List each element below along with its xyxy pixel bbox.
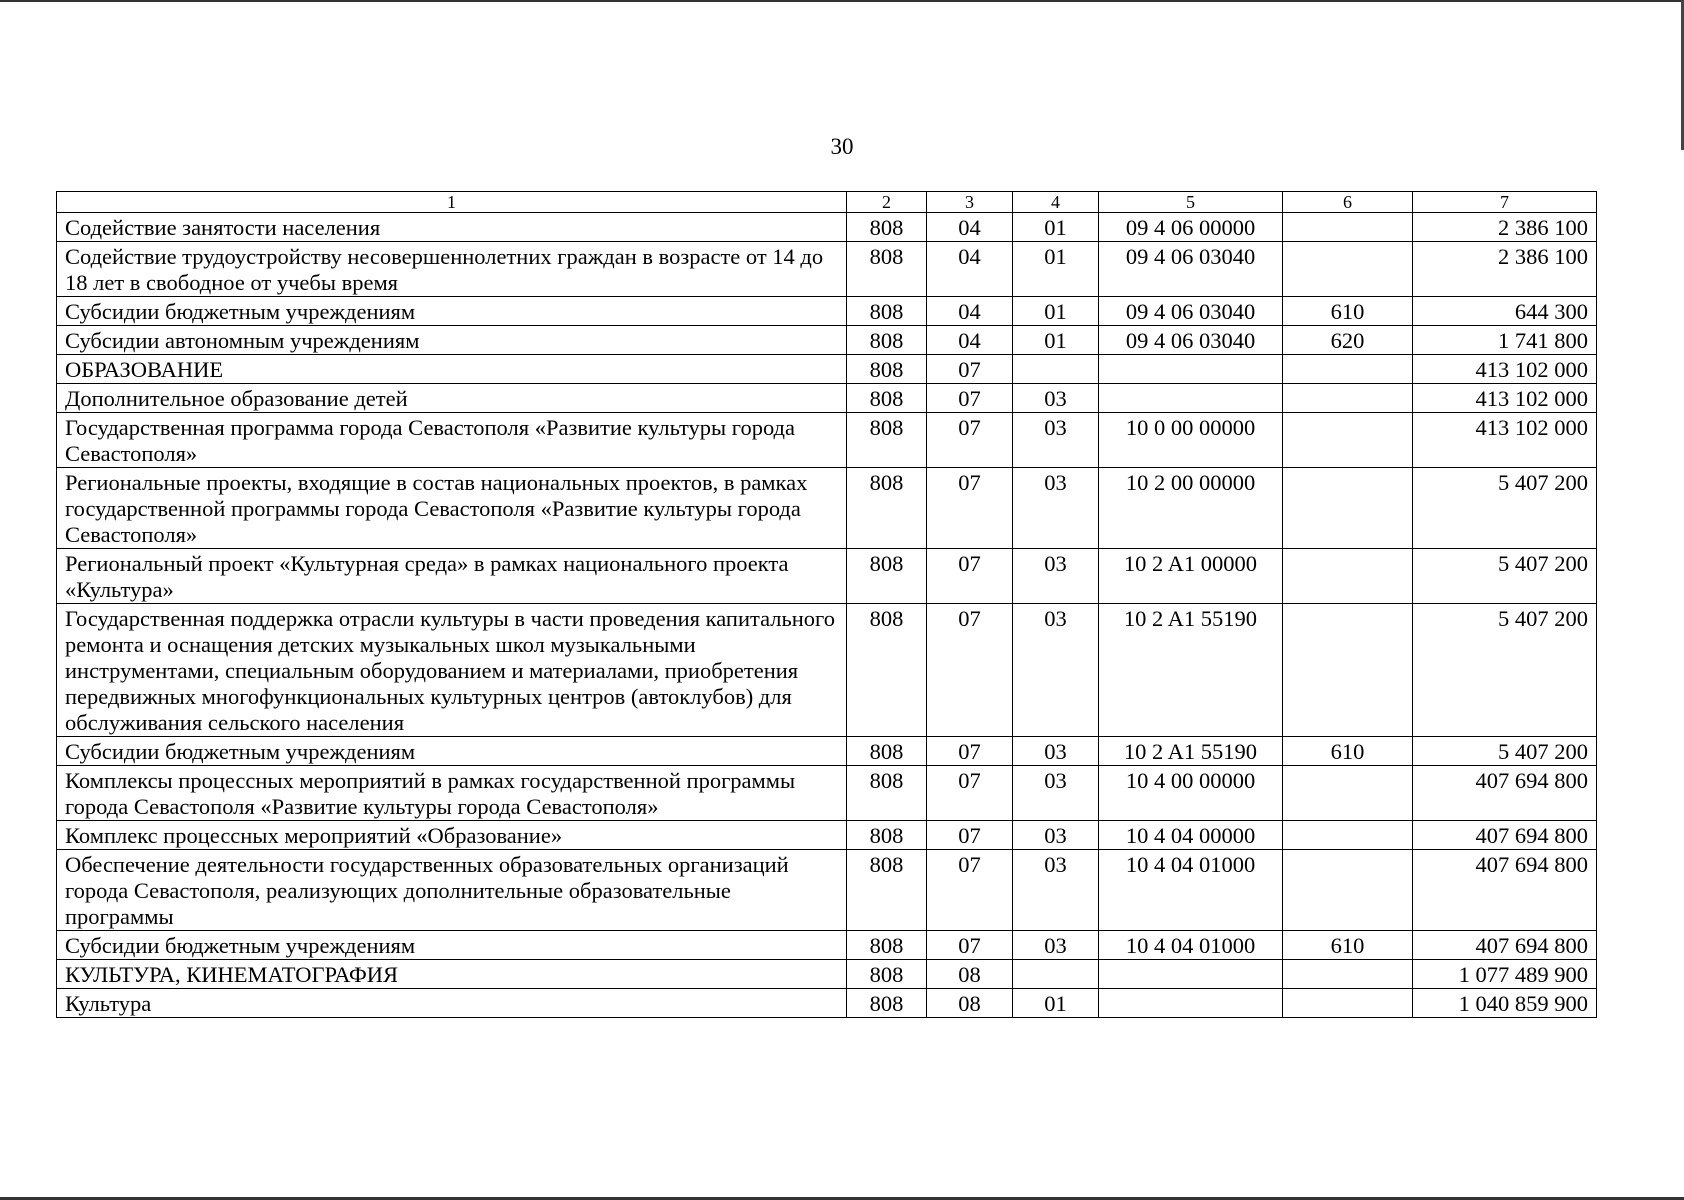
row-amount: 5 407 200 (1413, 604, 1597, 737)
column-header: 7 (1413, 192, 1597, 213)
table-row (57, 297, 1597, 326)
row-expense-type (1283, 604, 1413, 737)
row-name: Региональные проекты, входящие в состав национальных проектов, в рамках государственной программы города Севастополя «Развитие культуры города Севастополя» (57, 468, 847, 549)
row-ministry-code: 808 (847, 413, 927, 468)
row-expense-type (1283, 384, 1413, 413)
row-ministry-code: 808 (847, 549, 927, 604)
row-section-code: 04 (927, 297, 1013, 326)
row-amount: 413 102 000 (1413, 355, 1597, 384)
row-expense-type (1283, 355, 1413, 384)
row-target-code: 10 2 00 00000 (1099, 468, 1283, 549)
row-name: Субсидии бюджетным учреждениям (57, 297, 847, 326)
row-amount: 407 694 800 (1413, 821, 1597, 850)
row-subsection-code: 03 (1013, 931, 1099, 960)
table-row (57, 242, 1597, 297)
row-name: Государственная программа города Севастополя «Развитие культуры города Севастополя» (57, 413, 847, 468)
row-name: ОБРАЗОВАНИЕ (57, 355, 847, 384)
row-section-code: 07 (927, 384, 1013, 413)
row-amount: 5 407 200 (1413, 549, 1597, 604)
row-target-code: 10 4 04 00000 (1099, 821, 1283, 850)
row-subsection-code: 03 (1013, 850, 1099, 931)
row-target-code: 10 2 A1 00000 (1099, 549, 1283, 604)
row-subsection-code: 03 (1013, 413, 1099, 468)
row-target-code (1099, 384, 1283, 413)
row-section-code: 07 (927, 850, 1013, 931)
row-subsection-code: 03 (1013, 604, 1099, 737)
row-name: Содействие трудоустройству несовершеннолетних граждан в возрасте от 14 до 18 лет в свободное от учебы время (57, 242, 847, 297)
row-ministry-code: 808 (847, 989, 927, 1018)
row-target-code: 09 4 06 03040 (1099, 242, 1283, 297)
row-subsection-code (1013, 960, 1099, 989)
row-section-code: 07 (927, 355, 1013, 384)
row-amount: 1 077 489 900 (1413, 960, 1597, 989)
row-section-code: 07 (927, 931, 1013, 960)
row-name: Комплексы процессных мероприятий в рамках государственной программы города Севастополя «Развитие культуры города Севастополя» (57, 766, 847, 821)
column-header: 1 (57, 192, 847, 213)
row-section-code: 07 (927, 821, 1013, 850)
row-ministry-code: 808 (847, 737, 927, 766)
row-name: Содействие занятости населения (57, 213, 847, 242)
table-row (57, 413, 1597, 468)
row-subsection-code: 03 (1013, 766, 1099, 821)
row-ministry-code: 808 (847, 821, 927, 850)
scan-edge-top (0, 0, 1684, 2)
row-section-code: 04 (927, 326, 1013, 355)
row-subsection-code: 03 (1013, 468, 1099, 549)
row-expense-type (1283, 413, 1413, 468)
row-target-code: 10 4 04 01000 (1099, 931, 1283, 960)
column-header: 5 (1099, 192, 1283, 213)
row-amount: 407 694 800 (1413, 931, 1597, 960)
column-header: 2 (847, 192, 927, 213)
row-expense-type (1283, 549, 1413, 604)
row-amount: 1 040 859 900 (1413, 989, 1597, 1018)
row-amount: 5 407 200 (1413, 737, 1597, 766)
row-amount: 1 741 800 (1413, 326, 1597, 355)
row-name: Комплекс процессных мероприятий «Образование» (57, 821, 847, 850)
row-expense-type (1283, 242, 1413, 297)
row-subsection-code (1013, 355, 1099, 384)
row-amount: 413 102 000 (1413, 413, 1597, 468)
table-row (57, 737, 1597, 766)
row-amount: 407 694 800 (1413, 766, 1597, 821)
row-amount: 2 386 100 (1413, 213, 1597, 242)
row-amount: 407 694 800 (1413, 850, 1597, 931)
table-row (57, 604, 1597, 737)
row-name: Обеспечение деятельности государственных образовательных организаций города Севастополя, реализующих дополнительные образовательные программы (57, 850, 847, 931)
row-target-code (1099, 355, 1283, 384)
table-row (57, 326, 1597, 355)
column-header: 4 (1013, 192, 1099, 213)
row-subsection-code: 03 (1013, 737, 1099, 766)
row-ministry-code: 808 (847, 960, 927, 989)
row-ministry-code: 808 (847, 604, 927, 737)
row-expense-type: 610 (1283, 297, 1413, 326)
row-expense-type (1283, 989, 1413, 1018)
row-subsection-code: 03 (1013, 821, 1099, 850)
row-subsection-code: 01 (1013, 213, 1099, 242)
row-target-code: 10 4 04 01000 (1099, 850, 1283, 931)
row-target-code: 10 0 00 00000 (1099, 413, 1283, 468)
row-section-code: 08 (927, 960, 1013, 989)
row-section-code: 04 (927, 242, 1013, 297)
row-amount: 5 407 200 (1413, 468, 1597, 549)
row-target-code: 10 2 A1 55190 (1099, 737, 1283, 766)
table-row (57, 549, 1597, 604)
row-ministry-code: 808 (847, 766, 927, 821)
row-ministry-code: 808 (847, 850, 927, 931)
table-header-row (57, 192, 1597, 213)
row-amount: 644 300 (1413, 297, 1597, 326)
row-section-code: 07 (927, 413, 1013, 468)
table-row (57, 384, 1597, 413)
table-row (57, 355, 1597, 384)
row-section-code: 04 (927, 213, 1013, 242)
row-ministry-code: 808 (847, 468, 927, 549)
table-row (57, 989, 1597, 1018)
row-target-code (1099, 989, 1283, 1018)
row-name: Субсидии автономным учреждениям (57, 326, 847, 355)
row-section-code: 07 (927, 549, 1013, 604)
row-amount: 413 102 000 (1413, 384, 1597, 413)
page-number: 30 (830, 134, 854, 159)
row-subsection-code: 01 (1013, 297, 1099, 326)
row-ministry-code: 808 (847, 931, 927, 960)
row-name: Дополнительное образование детей (57, 384, 847, 413)
table-row (57, 468, 1597, 549)
row-name: Субсидии бюджетным учреждениям (57, 737, 847, 766)
row-subsection-code: 01 (1013, 242, 1099, 297)
row-name: Региональный проект «Культурная среда» в рамках национального проекта «Культура» (57, 549, 847, 604)
row-section-code: 07 (927, 604, 1013, 737)
row-ministry-code: 808 (847, 326, 927, 355)
row-section-code: 07 (927, 468, 1013, 549)
column-header: 6 (1283, 192, 1413, 213)
row-name: Субсидии бюджетным учреждениям (57, 931, 847, 960)
row-section-code: 07 (927, 766, 1013, 821)
row-ministry-code: 808 (847, 297, 927, 326)
row-target-code (1099, 960, 1283, 989)
table-row (57, 850, 1597, 931)
row-ministry-code: 808 (847, 355, 927, 384)
row-subsection-code: 01 (1013, 326, 1099, 355)
row-name: Культура (57, 989, 847, 1018)
row-expense-type: 610 (1283, 737, 1413, 766)
row-target-code: 10 2 A1 55190 (1099, 604, 1283, 737)
row-subsection-code: 03 (1013, 549, 1099, 604)
row-expense-type (1283, 766, 1413, 821)
table-row (57, 960, 1597, 989)
column-header: 3 (927, 192, 1013, 213)
row-target-code: 09 4 06 03040 (1099, 297, 1283, 326)
table-row (57, 821, 1597, 850)
row-target-code: 09 4 06 00000 (1099, 213, 1283, 242)
table-row (57, 213, 1597, 242)
row-subsection-code: 01 (1013, 989, 1099, 1018)
row-name: Государственная поддержка отрасли культуры в части проведения капитального ремонта и оснащения детских музыкальных школ музыкальными инструментами, специальным оборудованием и материалами, приобретения передвижных многофункциональных культурных центров (автоклубов) для обслуживания сельского населения (57, 604, 847, 737)
budget-table (56, 191, 1597, 1018)
row-expense-type (1283, 821, 1413, 850)
row-section-code: 08 (927, 989, 1013, 1018)
row-name: КУЛЬТУРА, КИНЕМАТОГРАФИЯ (57, 960, 847, 989)
row-expense-type (1283, 850, 1413, 931)
row-expense-type (1283, 960, 1413, 989)
table-row (57, 766, 1597, 821)
row-ministry-code: 808 (847, 384, 927, 413)
table-body (57, 213, 1597, 1018)
row-subsection-code: 03 (1013, 384, 1099, 413)
table-row (57, 931, 1597, 960)
row-ministry-code: 808 (847, 242, 927, 297)
row-target-code: 09 4 06 03040 (1099, 326, 1283, 355)
row-expense-type: 620 (1283, 326, 1413, 355)
row-expense-type: 610 (1283, 931, 1413, 960)
row-target-code: 10 4 00 00000 (1099, 766, 1283, 821)
row-amount: 2 386 100 (1413, 242, 1597, 297)
row-section-code: 07 (927, 737, 1013, 766)
row-expense-type (1283, 468, 1413, 549)
row-expense-type (1283, 213, 1413, 242)
row-ministry-code: 808 (847, 213, 927, 242)
